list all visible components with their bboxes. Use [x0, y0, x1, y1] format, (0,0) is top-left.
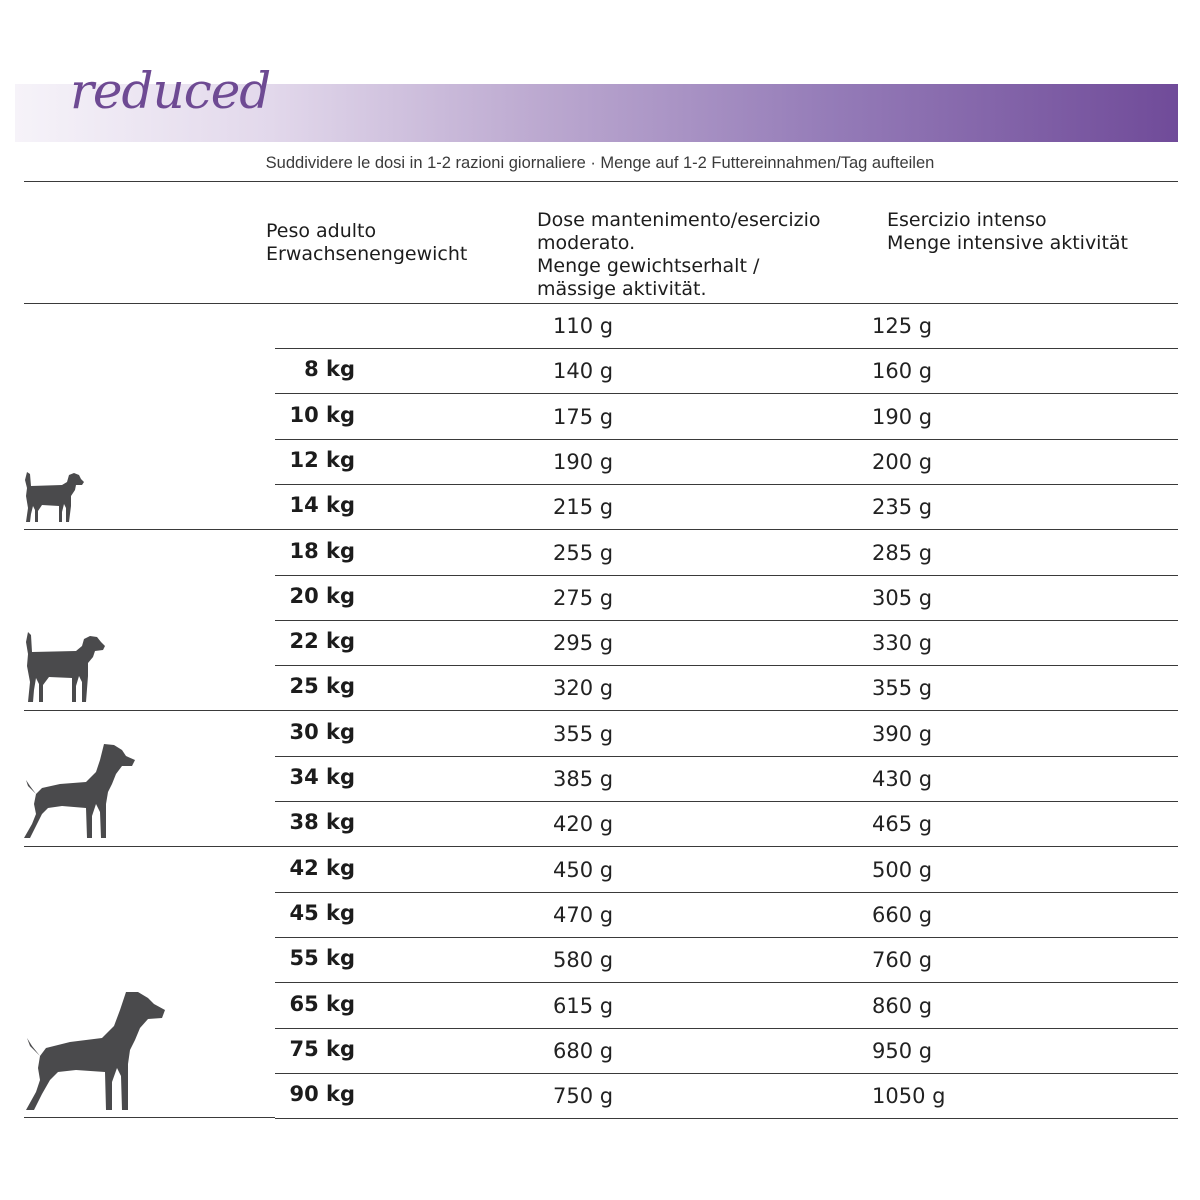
group-rule-giant [24, 1117, 275, 1118]
maintenance-dose-cell: 215 g [553, 495, 614, 520]
table-row [275, 848, 1178, 893]
table-row [275, 349, 1178, 394]
weight-cell: 22 kg [289, 629, 355, 654]
intense-dose-cell: 160 g [872, 359, 933, 384]
maintenance-column-header [537, 209, 821, 301]
maintenance-dose-cell: 420 g [553, 812, 614, 837]
table-row [275, 576, 1178, 621]
maintenance-dose-cell: 255 g [553, 540, 614, 565]
maintenance-header-line-4: mässige aktivität. [537, 278, 707, 300]
table-row [275, 440, 1178, 485]
intense-dose-cell: 200 g [872, 449, 933, 474]
intense-dose-cell: 860 g [872, 993, 933, 1018]
large-dog-icon [22, 742, 138, 842]
intense-dose-cell: 760 g [872, 948, 933, 973]
weight-header-line-2: Erwachsenengewicht [266, 243, 468, 265]
brand-logo: reduced [70, 62, 271, 120]
weight-cell: 34 kg [289, 765, 355, 789]
maintenance-dose-cell: 680 g [553, 1038, 614, 1063]
intense-dose-cell: 125 g [872, 314, 933, 338]
weight-cell: 8 kg [304, 357, 355, 382]
maintenance-dose-cell: 320 g [553, 676, 614, 701]
weight-header-line-1: Peso adulto [266, 220, 377, 242]
medium-dog-icon [22, 630, 108, 706]
table-row [275, 757, 1178, 802]
weight-cell: 20 kg [289, 583, 355, 608]
intense-header-line-1: Esercizio intenso [887, 209, 1047, 231]
intense-dose-cell: 305 g [872, 585, 933, 610]
small-dog-icon [22, 470, 86, 526]
group-rule-large [24, 846, 275, 847]
intense-dose-cell: 330 g [872, 631, 933, 656]
weight-cell: 10 kg [289, 402, 355, 427]
maintenance-dose-cell: 175 g [553, 404, 614, 429]
table-row [275, 666, 1178, 711]
table-row [275, 1074, 1178, 1119]
table-row [275, 712, 1178, 757]
maintenance-dose-cell: 580 g [553, 948, 614, 973]
maintenance-dose-cell: 750 g [553, 1084, 614, 1109]
maintenance-dose-cell: 140 g [553, 359, 614, 384]
weight-cell: 18 kg [289, 538, 355, 563]
weight-cell: 25 kg [289, 674, 355, 699]
table-row [275, 531, 1178, 576]
intense-dose-cell: 190 g [872, 404, 933, 429]
maintenance-dose-cell: 110 g [553, 314, 614, 338]
table-row [275, 304, 1178, 349]
table-row [275, 984, 1178, 1029]
page-subtitle: Suddividere le dosi in 1-2 razioni giornaliere · Menge auf 1-2 Futtereinnahmen/Tag aufteilen [265, 154, 935, 172]
giant-dog-icon [22, 988, 168, 1114]
maintenance-dose-cell: 450 g [553, 857, 614, 882]
table-row [275, 621, 1178, 666]
intense-dose-cell: 235 g [872, 495, 933, 520]
maintenance-dose-cell: 385 g [553, 767, 614, 791]
weight-cell: 30 kg [289, 719, 355, 744]
table-row [275, 485, 1178, 530]
table-row [275, 938, 1178, 983]
weight-column-header [266, 220, 467, 266]
table-row [275, 893, 1178, 938]
weight-cell: 38 kg [289, 810, 355, 835]
maintenance-header-line-2: moderato. [537, 232, 636, 254]
weight-cell: 14 kg [289, 493, 355, 518]
intense-dose-cell: 465 g [872, 812, 933, 837]
row-rule [275, 1118, 1178, 1119]
weight-cell: 42 kg [289, 855, 355, 880]
weight-cell: 45 kg [289, 900, 355, 925]
intense-dose-cell: 1050 g [872, 1084, 946, 1109]
maintenance-dose-cell: 190 g [553, 449, 614, 474]
intense-dose-cell: 660 g [872, 902, 933, 927]
table-row [275, 802, 1178, 847]
group-rule-small [24, 529, 275, 530]
header-top-rule [24, 181, 1178, 182]
intense-dose-cell: 950 g [872, 1038, 933, 1063]
weight-cell: 75 kg [289, 1036, 355, 1061]
intense-column-header [887, 209, 1128, 255]
weight-cell: 90 kg [289, 1082, 355, 1107]
maintenance-header-line-1: Dose mantenimento/esercizio [537, 209, 821, 231]
intense-dose-cell: 500 g [872, 857, 933, 882]
maintenance-dose-cell: 615 g [553, 993, 614, 1018]
group-rule-medium [24, 710, 275, 711]
weight-cell: 65 kg [289, 991, 355, 1016]
intense-header-line-2: Menge intensive aktivität [887, 232, 1129, 254]
intense-dose-cell: 285 g [872, 540, 933, 565]
weight-cell: 12 kg [289, 447, 355, 472]
weight-cell: 55 kg [289, 946, 355, 971]
maintenance-dose-cell: 470 g [553, 902, 614, 927]
table-row [275, 1029, 1178, 1074]
intense-dose-cell: 430 g [872, 767, 933, 791]
maintenance-dose-cell: 295 g [553, 631, 614, 656]
intense-dose-cell: 355 g [872, 676, 933, 701]
intense-dose-cell: 390 g [872, 721, 933, 746]
maintenance-dose-cell: 275 g [553, 585, 614, 610]
maintenance-header-line-3: Menge gewichtserhalt / [537, 255, 760, 277]
maintenance-dose-cell: 355 g [553, 721, 614, 746]
table-row [275, 395, 1178, 440]
